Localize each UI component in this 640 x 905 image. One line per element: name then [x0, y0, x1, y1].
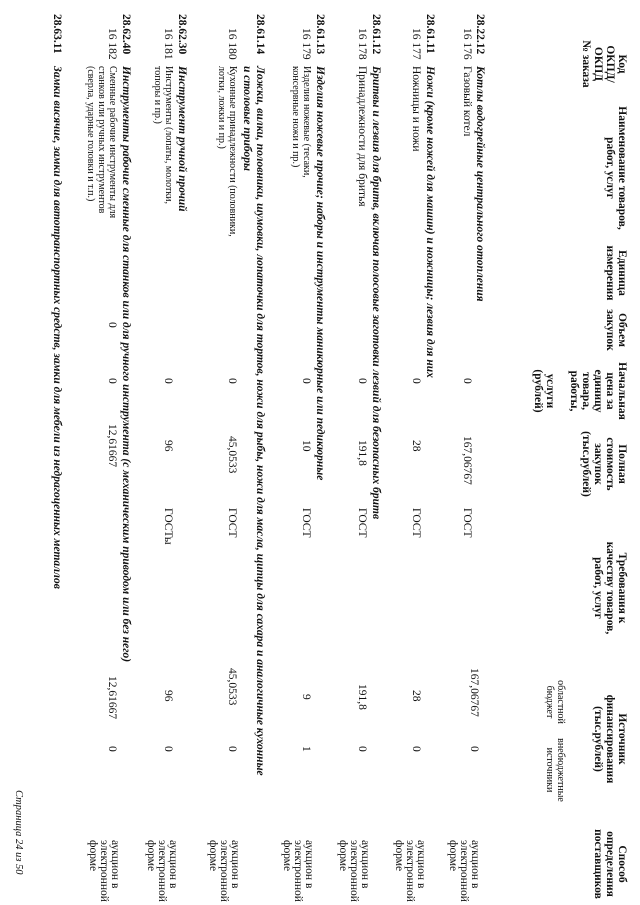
start-price: 0 [461, 378, 473, 384]
group-title: Котлы водогрейные центрального отопления [474, 66, 486, 302]
start-price: 0 [226, 378, 238, 384]
okpd-code: 28.61.13 [314, 14, 326, 55]
group-title: Инструменты рабочие сменные для станков или для ручного инструмента (с механическим приводом или без него) [120, 66, 132, 663]
header-requirements: Требования к качеству товаров, работ, услуг [592, 541, 628, 635]
extrabudgetary: 0 [410, 746, 422, 752]
volume: 0 [106, 322, 118, 328]
extrabudgetary: 0 [468, 746, 480, 752]
extrabudgetary: 0 [162, 746, 174, 752]
requirements: ГОСТ [410, 508, 422, 538]
order-number: 16 181 [162, 28, 174, 60]
item-name: Кухонные принадлежности (половники, лотки, ложки и пр.) [216, 66, 238, 237]
requirements: ГОСТ [300, 508, 312, 538]
header-source: Источник финансирования (тыс.рублей) [592, 694, 628, 784]
group-title: Инструмент ручной прочий [176, 66, 188, 212]
okpd-code: 28.62.30 [176, 14, 188, 55]
extrabudgetary: 0 [106, 746, 118, 752]
header-method: Способ определения поставщиков [592, 829, 628, 899]
header-name: Наименование товаров, работ, услуг [604, 106, 628, 230]
okpd-code: 28.61.12 [370, 14, 382, 55]
okpd-code: 28.63.11 [51, 14, 63, 54]
purchase-method: аукцион в электронной форме [281, 840, 315, 902]
regional-budget: 9 [300, 694, 312, 700]
group-title: Замки висячие, замки для автотранспортных средств, замки для мебели из недрагоценных металлов [51, 66, 63, 589]
okpd-code: 28.61.14 [254, 14, 266, 55]
okpd-code: 28.22.12 [474, 14, 486, 55]
purchase-method: аукцион в электронной форме [337, 840, 371, 902]
header-start-price: Начальная цена за единицу товара, работы, услуги (рублей) [532, 362, 628, 420]
regional-budget: 96 [162, 690, 174, 702]
requirements: ГОСТ [356, 508, 368, 538]
extrabudgetary: 0 [226, 746, 238, 752]
page-number: Страница 24 из 50 [13, 790, 24, 875]
start-price: 0 [106, 378, 118, 384]
okpd-code: 28.62.40 [120, 14, 132, 55]
regional-budget: 167,06767 [468, 668, 480, 717]
start-price: 0 [162, 378, 174, 384]
header-unit: Единица измерения [604, 245, 628, 301]
regional-budget: 12,61667 [106, 676, 118, 720]
full-cost: 191,8 [356, 440, 368, 466]
item-name: Изделия ножевые (тесаки, консервные ножи и пр.) [290, 66, 312, 178]
purchase-method: аукцион в электронной форме [207, 840, 241, 902]
full-cost: 167,06767 [461, 436, 473, 485]
requirements: ГОСТы [162, 508, 174, 545]
requirements: ГОСТ [226, 508, 238, 538]
regional-budget: 28 [410, 690, 422, 702]
requirements: ГОСТ [461, 508, 473, 538]
okpd-code: 28.61.11 [424, 14, 436, 54]
full-cost: 96 [162, 440, 174, 452]
header-code: Код ОКПД/ ОКПД № заказа [580, 40, 628, 88]
item-name: Газовый котел [461, 66, 473, 137]
item-name: Ножницы и ножи [410, 66, 422, 152]
order-number: 16 177 [410, 28, 422, 60]
start-price: 0 [300, 378, 312, 384]
full-cost: 12,61667 [106, 424, 118, 468]
order-number: 16 182 [106, 28, 118, 60]
extrabudgetary: 1 [300, 746, 312, 752]
header-source-extra: внебюджетные источники [544, 738, 566, 802]
header-source-regional: областной бюджет [544, 680, 566, 724]
purchase-method: аукцион в электронной форме [87, 840, 121, 902]
group-title: Ложки, вилки, половники, шумовки, лопаточки для тортов, ножи для рыбы, ножи для масла, щипцы для сахара и аналогичные кухонные и столовые приборы [241, 66, 266, 776]
order-number: 16 180 [226, 28, 238, 60]
header-volume: Объем закупок [604, 309, 628, 351]
extrabudgetary: 0 [356, 746, 368, 752]
purchase-method: аукцион в электронной форме [393, 840, 427, 902]
purchase-method: аукцион в электронной форме [447, 840, 481, 902]
regional-budget: 191,8 [356, 684, 368, 710]
order-number: 16 179 [300, 28, 312, 60]
item-name: Инструменты (лопаты, молотки, топоры и пр.) [152, 66, 174, 205]
order-number: 16 176 [461, 28, 473, 60]
full-cost: 45,0533 [226, 436, 238, 474]
start-price: 0 [356, 378, 368, 384]
full-cost: 10 [300, 440, 312, 452]
group-title: Изделия ножевые прочие; наборы и инструменты маникюрные или педикюрные [314, 66, 326, 481]
regional-budget: 45,0533 [226, 668, 238, 706]
header-full-cost: Полная стоимость закупок (тыс.рублей) [580, 431, 628, 497]
start-price: 0 [410, 378, 422, 384]
group-title: Ножи (кроме ножей для машин) и ножницы; лезвия для них [424, 66, 436, 378]
item-name: Сменные рабочие инструменты для станков или ручных инструментов (сверла, ударные головки и т.п.) [85, 66, 118, 219]
purchase-method: аукцион в электронной форме [145, 840, 179, 902]
group-title: Бритвы и лезвия для бритв, включая полосовые заготовки лезвий для безопасных бритв [370, 66, 382, 520]
full-cost: 28 [410, 440, 422, 452]
item-name: Принадлежности для бритья [356, 66, 368, 207]
order-number: 16 178 [356, 28, 368, 60]
